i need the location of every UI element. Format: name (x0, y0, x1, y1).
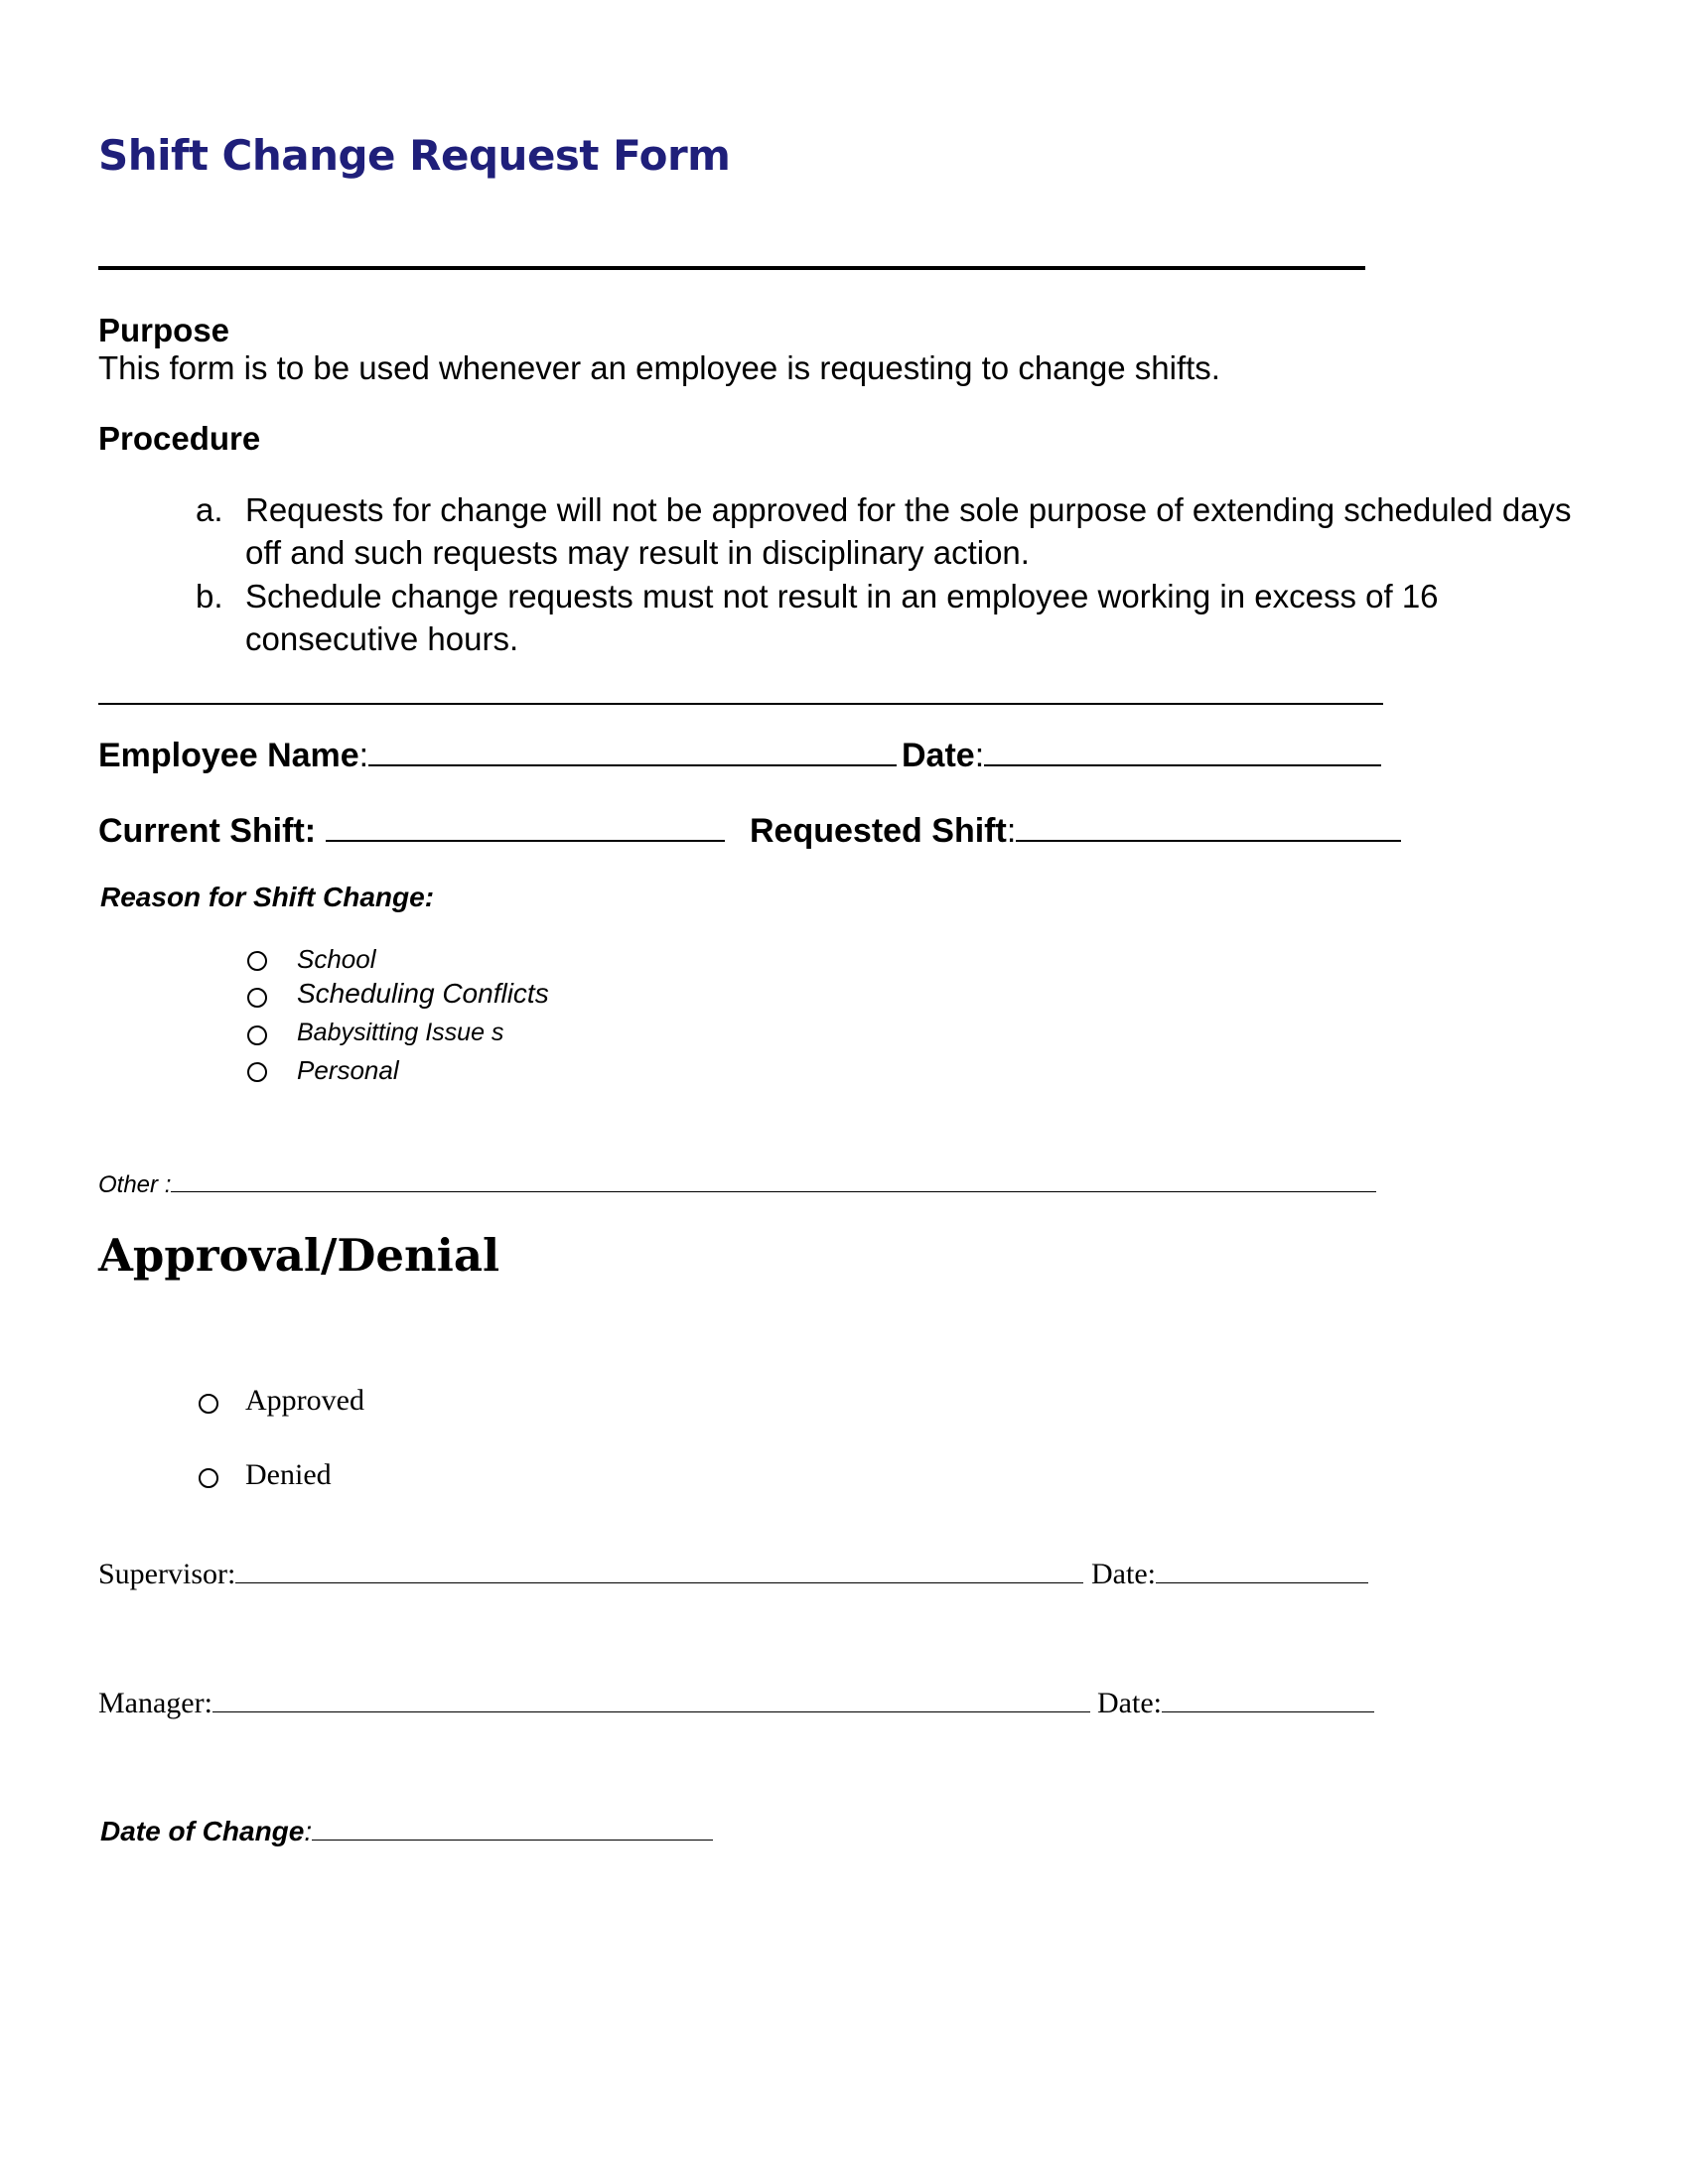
colon: : (974, 737, 985, 774)
current-shift-label: Current Shift: (98, 812, 317, 850)
manager-date-row (1097, 1686, 1374, 1720)
procedure-item-text: Requests for change will not be approved for the sole purpose of extending scheduled days (245, 491, 1572, 528)
approved-radio[interactable] (199, 1394, 218, 1414)
requested-shift-row (750, 810, 1401, 851)
reason-radio-scheduling-conflicts[interactable] (247, 988, 267, 1008)
other-field[interactable] (171, 1169, 1376, 1192)
reason-radio-school[interactable] (247, 951, 267, 971)
supervisor-field[interactable] (235, 1557, 1083, 1583)
current-shift-row (98, 810, 725, 851)
reason-option-label: Babysitting Issue s (297, 1019, 504, 1046)
date-of-change-field[interactable] (312, 1814, 713, 1841)
manager-date-field[interactable] (1162, 1686, 1374, 1712)
procedure-item-marker: a. (196, 491, 223, 528)
other-label: Other : (98, 1171, 172, 1198)
date-label: Date (902, 737, 975, 774)
requested-shift-label: Requested Shift (750, 812, 1007, 850)
denied-radio[interactable] (199, 1468, 218, 1488)
current-shift-field[interactable] (326, 810, 725, 842)
reason-radio-personal[interactable] (247, 1062, 267, 1082)
reason-option-label: Personal (297, 1055, 399, 1085)
employee-name-label: Employee Name (98, 737, 359, 774)
reason-option-label: Scheduling Conflicts (297, 978, 549, 1009)
manager-field[interactable] (212, 1686, 1090, 1712)
header-divider (98, 266, 1365, 270)
supervisor-row (98, 1557, 1083, 1591)
colon: : (304, 1816, 313, 1846)
manager-row (98, 1686, 1090, 1720)
purpose-heading: Purpose (98, 312, 230, 348)
procedure-item-marker: b. (196, 578, 223, 614)
employee-name-row (98, 735, 897, 775)
supervisor-date-label: Date: (1091, 1558, 1156, 1590)
purpose-text: This form is to be used whenever an employee is requesting to change shifts. (98, 349, 1220, 386)
date-field[interactable] (984, 735, 1381, 766)
approved-label: Approved (245, 1384, 364, 1417)
approval-heading: Approval/Denial (98, 1229, 500, 1282)
manager-label: Manager: (98, 1687, 212, 1719)
reason-option-label: School (297, 944, 376, 974)
supervisor-date-field[interactable] (1156, 1557, 1368, 1583)
other-row (98, 1169, 1376, 1199)
date-row (902, 735, 1381, 775)
reason-radio-babysitting[interactable] (247, 1025, 267, 1045)
date-of-change-label: Date of Change (100, 1816, 305, 1846)
manager-date-label: Date: (1097, 1687, 1162, 1719)
supervisor-date-row (1091, 1557, 1368, 1591)
requested-shift-field[interactable] (1016, 810, 1401, 842)
procedure-heading: Procedure (98, 420, 261, 457)
colon: : (1006, 812, 1017, 850)
denied-label: Denied (245, 1458, 332, 1491)
section-divider (98, 703, 1383, 705)
procedure-item-text: Schedule change requests must not result in an employee working in excess of 16 (245, 578, 1439, 614)
procedure-item-text: off and such requests may result in disciplinary action. (245, 534, 1030, 571)
page-title: Shift Change Request Form (98, 131, 731, 180)
employee-name-field[interactable] (368, 735, 897, 766)
reason-heading: Reason for Shift Change: (100, 882, 435, 912)
date-of-change-row (100, 1814, 713, 1847)
procedure-item-text: consecutive hours. (245, 620, 519, 657)
colon: : (358, 737, 369, 774)
supervisor-label: Supervisor: (98, 1558, 236, 1590)
